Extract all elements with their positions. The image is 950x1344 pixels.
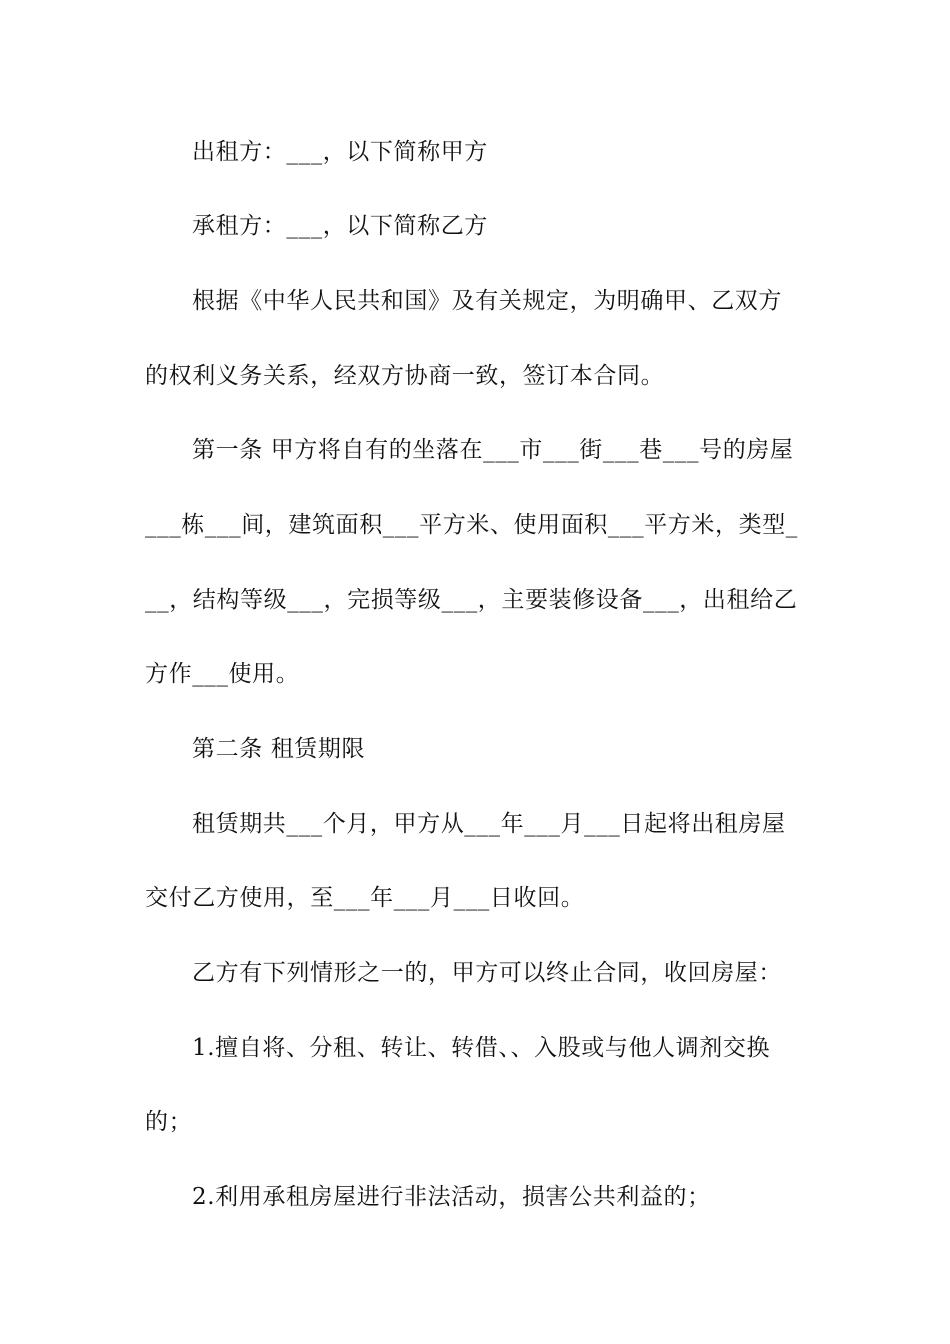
lessor-line: 出租方：___，以下简称甲方	[192, 139, 488, 165]
article-2-heading: 第二条 租赁期限	[192, 736, 366, 762]
lessee-line: 承租方：___，以下简称乙方	[192, 213, 488, 239]
article-1-line-2: ___栋___间，建筑面积___平方米、使用面积___平方米，类型_	[145, 512, 798, 538]
preamble-line-1: 根据《中华人民共和国》及有关规定，为明确甲、乙双方	[192, 288, 782, 314]
clause-1-line-2: 的；	[145, 1109, 193, 1135]
article-1-line-3: __，结构等级___，完损等级___，主要装修设备___，出租给乙	[145, 587, 798, 613]
termination-intro: 乙方有下列情形之一的，甲方可以终止合同，收回房屋：	[192, 960, 782, 986]
lease-term-line-1: 租赁期共___个月，甲方从___年___月___日起将出租房屋	[192, 811, 786, 837]
preamble-line-2: 的权利义务关系，经双方协商一致，签订本合同。	[145, 363, 665, 389]
article-1-line-4: 方作___使用。	[145, 661, 300, 687]
clause-1-line-1: 1.擅自将、分租、转让、转借、、入股或与他人调剂交换	[192, 1035, 771, 1061]
lease-term-line-2: 交付乙方使用，至___年___月___日收回。	[145, 885, 585, 911]
article-1-line-1: 第一条 甲方将自有的坐落在___市___街___巷___号的房屋	[192, 437, 794, 463]
clause-2-line: 2.利用承租房屋进行非法活动，损害公共利益的；	[192, 1184, 711, 1210]
